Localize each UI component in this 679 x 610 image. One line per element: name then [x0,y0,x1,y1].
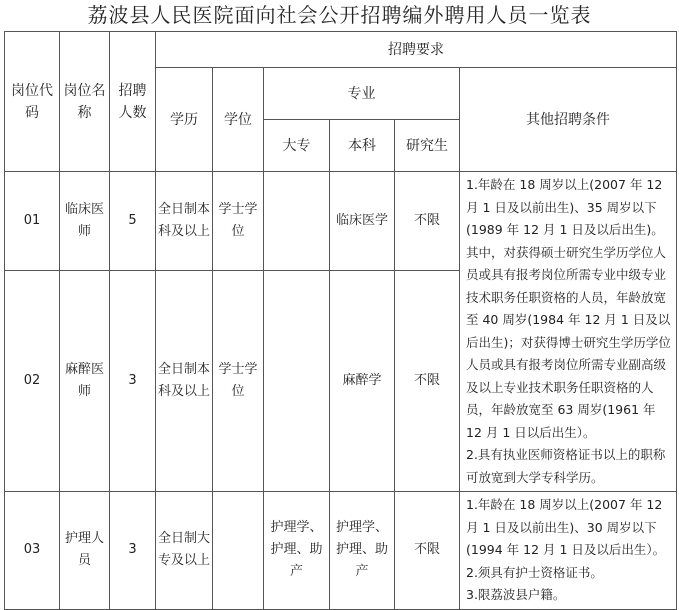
recruitment-table [4,31,677,610]
cell-degree: 学士学位 [213,271,264,492]
cell-undergraduate: 护理学、护理、助产 [330,492,395,610]
condition-item: 3.限荔波县户籍。 [466,587,566,602]
header-recruit-count: 招聘人数 [110,32,156,172]
cell-name: 麻醉医师 [60,271,110,492]
cell-graduate: 不限 [395,172,460,271]
cell-name: 护理人员 [60,492,110,610]
header-education: 学历 [156,68,213,172]
condition-item: 1.年龄在 18 周岁以上(2007 年 12 月 1 日及以前出生)、35 周岁以下(1989 年 12 月 1 日及以后出生)。其中，对获得硕士研究生学历学位人员或具有报考岗位所需专业中级专业技术职务任职资格的人员，年龄放宽至 40 周岁(1984 年 12 月 1 日及以后出生)；对获得博士研究生学历学位人员或具有报考岗位所需专业副高级及以上专业技术职务任职资格的人员，年龄放宽至 63 周岁(1961 年 12 月 1 日以后出生）。 [466,177,671,440]
cell-code: 02 [5,271,60,492]
cell-code: 03 [5,492,60,610]
cell-junior-college: 护理学、护理、助产 [264,492,330,610]
cell-count: 3 [110,271,156,492]
cell-degree [213,492,264,610]
cell-other-conditions [460,492,677,610]
cell-education: 全日制本科及以上 [156,172,213,271]
condition-item: 2.须具有护士资格证书。 [466,564,603,580]
header-junior-college: 大专 [264,120,330,172]
cell-count: 3 [110,492,156,610]
condition-item: 1.年龄在 18 周岁以上(2007 年 12 月 1 日及以前出生)、30 周岁以下(1994 年 12 月 1 日及以后出生）。 [466,497,666,557]
header-major: 专业 [264,68,460,120]
cell-education: 全日制本科及以上 [156,271,213,492]
cell-code: 01 [5,172,60,271]
header-post-code: 岗位代码 [5,32,60,172]
cell-undergraduate: 临床医学 [330,172,395,271]
header-requirements: 招聘要求 [156,32,677,68]
cell-degree: 学士学位 [213,172,264,271]
cell-undergraduate: 麻醉学 [330,271,395,492]
condition-item: 2.具有执业医师资格证书以上的职称可放宽到大学专科学历。 [466,447,666,485]
cell-junior-college [264,172,330,271]
cell-count: 5 [110,172,156,271]
cell-education: 全日制大专及以上 [156,492,213,610]
header-undergraduate: 本科 [330,120,395,172]
cell-name: 临床医师 [60,172,110,271]
header-degree: 学位 [213,68,264,172]
cell-other-conditions [460,172,677,492]
header-graduate: 研究生 [395,120,460,172]
cell-graduate: 不限 [395,492,460,610]
header-other-conditions: 其他招聘条件 [460,68,677,172]
cell-junior-college [264,271,330,492]
table-row [5,492,677,610]
header-post-name: 岗位名称 [60,32,110,172]
page-title: 荔波县人民医院面向社会公开招聘编外聘用人员一览表 [87,3,592,27]
cell-graduate: 不限 [395,271,460,492]
table-row [5,172,677,271]
